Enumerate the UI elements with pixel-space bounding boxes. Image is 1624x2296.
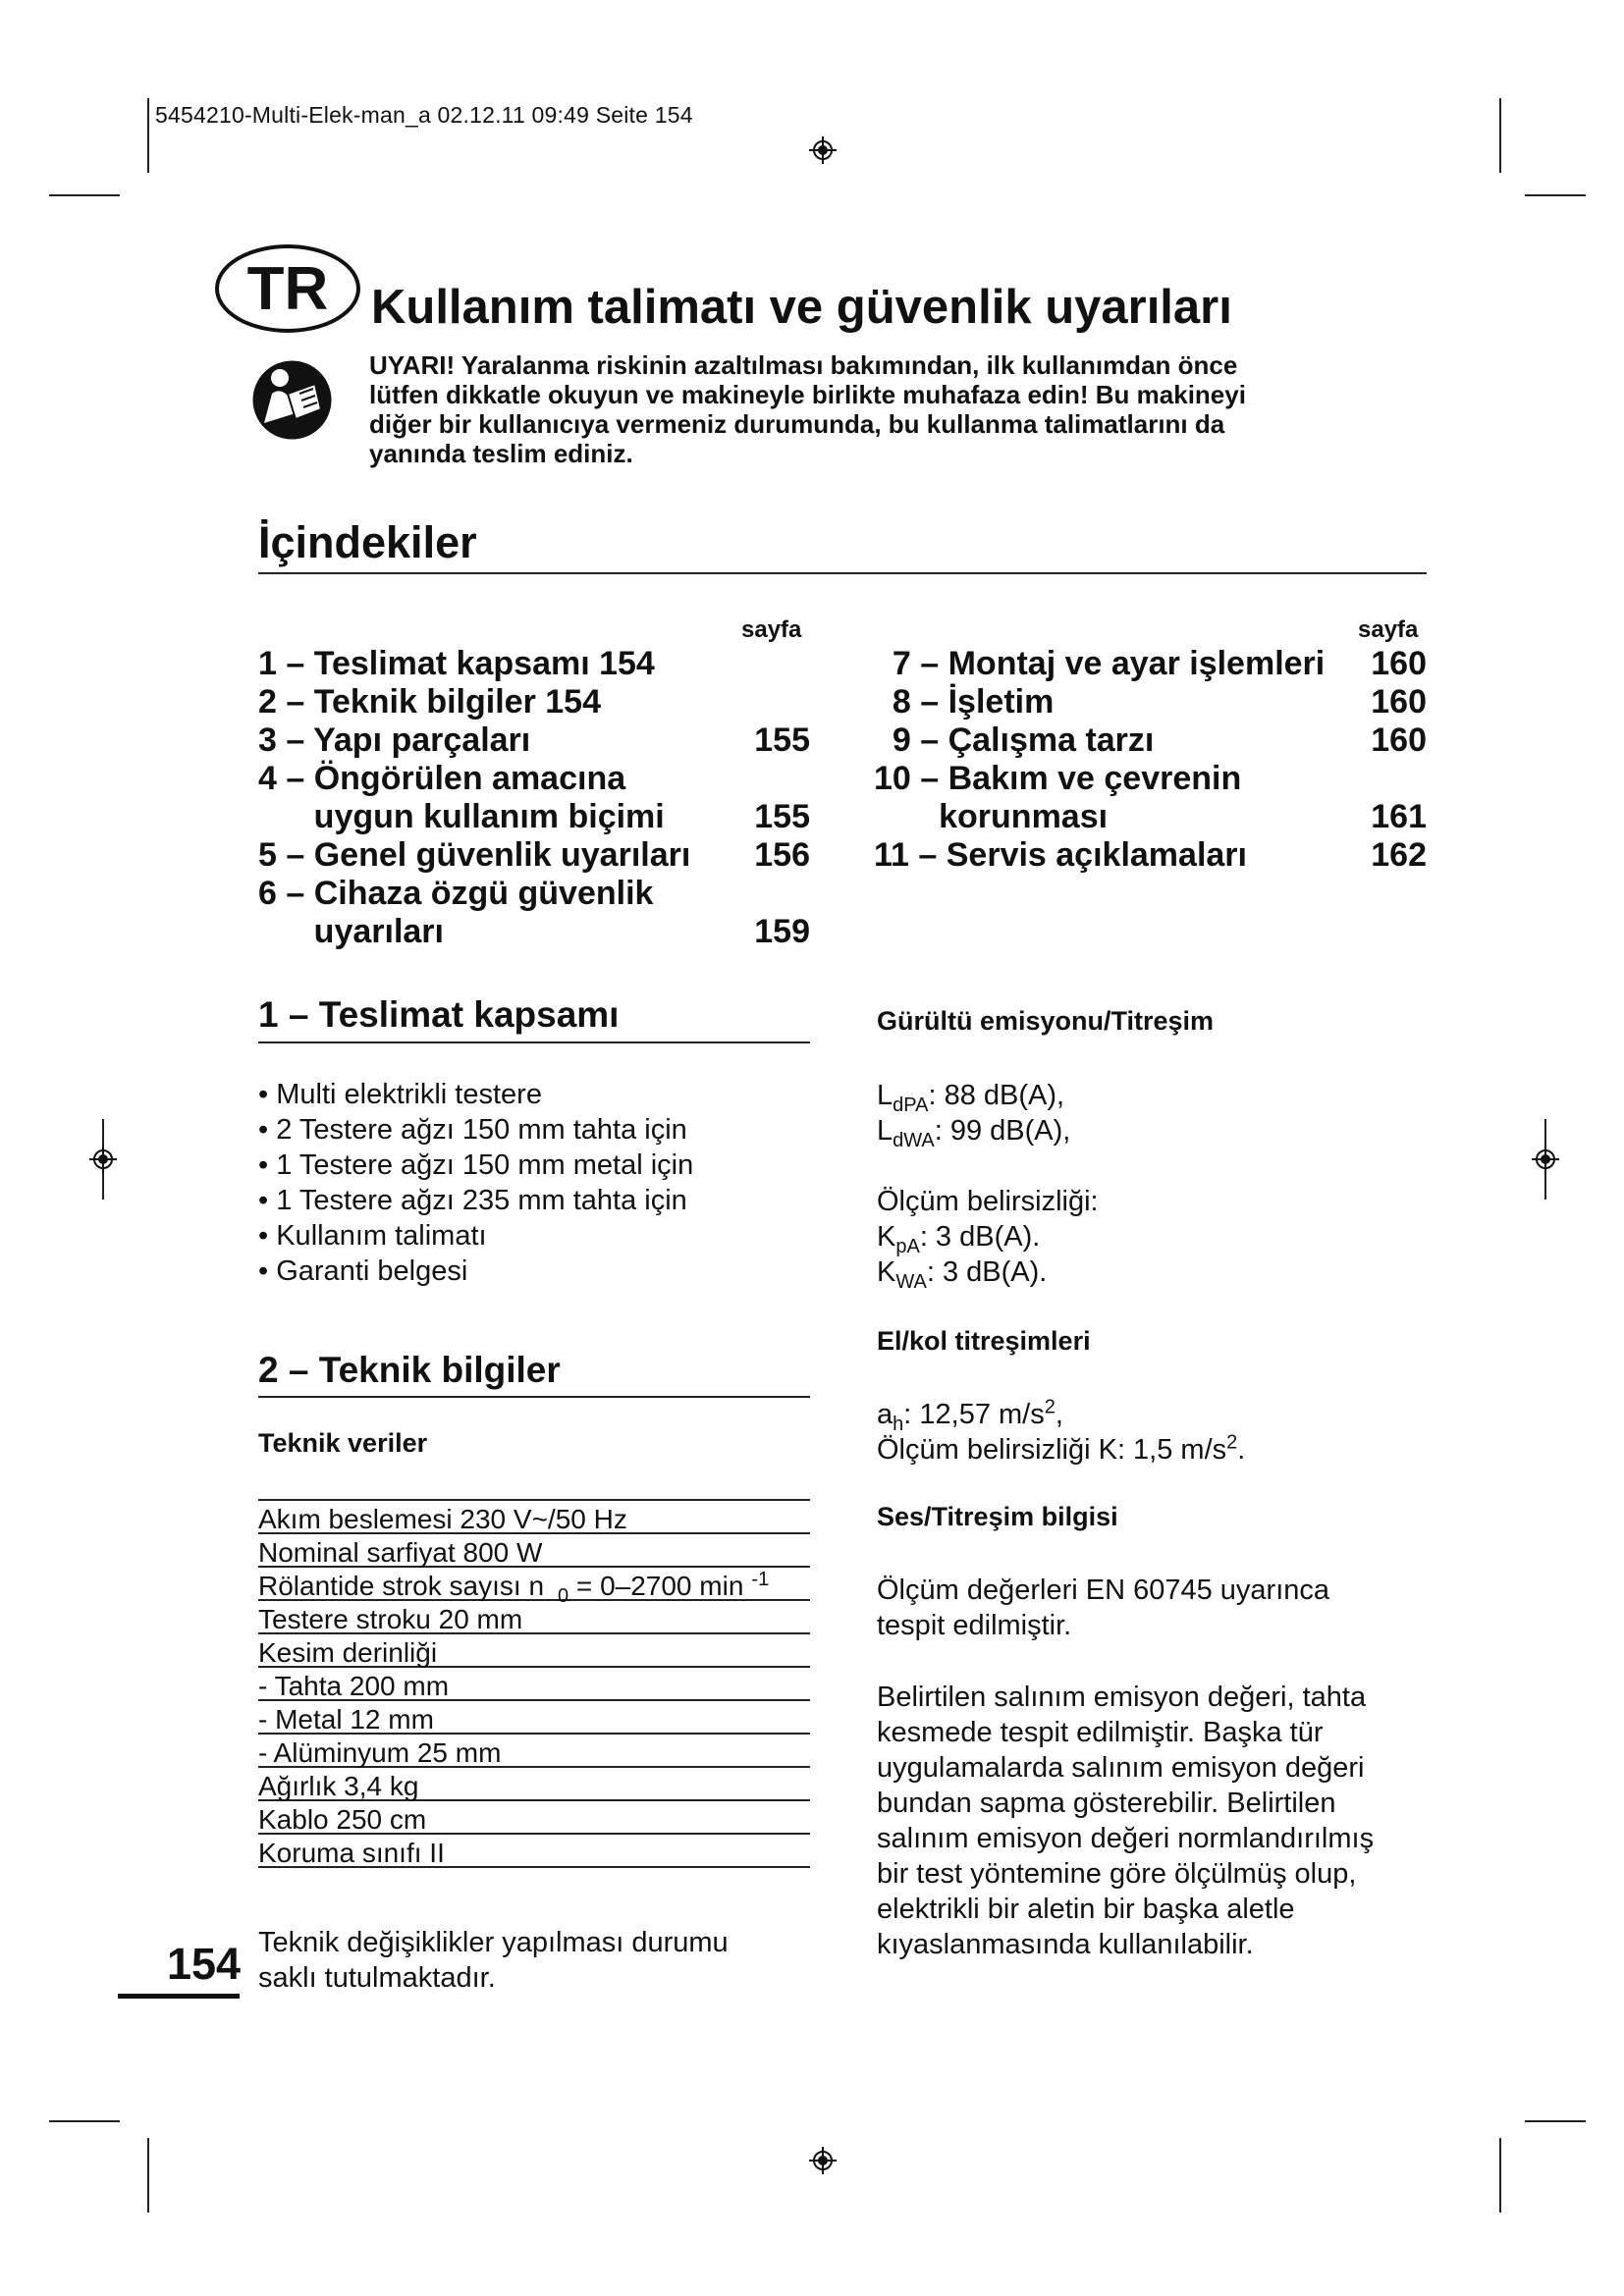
noise-heading: Gürültü emisyonu/Titreşim [877,1006,1215,1036]
tr-badge-icon [214,243,361,334]
table-cell: = 0–2700 min [568,1571,744,1601]
delivery-list [258,1077,693,1289]
crosshair-icon [809,136,837,164]
page-number-rule [118,1994,240,1999]
list-item: • Kullanım talimatı [258,1218,693,1254]
registration-line [1499,98,1501,173]
info-line: elektrikli bir aletin bir başka aletle [877,1894,1295,1925]
section-heading: 2 – Teknik bilgiler [258,1350,561,1390]
toc-entry[interactable]: 8 – İşletim [874,683,1055,721]
info-line: Ölçüm değerleri EN 60745 uyarınca [877,1575,1330,1606]
toc-title: İçindekiler [258,517,477,567]
table-row: Kesim derinliği [258,1632,810,1666]
toc-page-label: sayfa [741,616,802,643]
info-heading: Ses/Titreşim bilgisi [877,1502,1118,1531]
table-row: - Tahta 200 mm [258,1666,810,1699]
page-title: Kullanım talimatı ve güvenlik uyarıları [371,281,1232,334]
toc-entry[interactable]: 11 – Servis açıklamaları [874,836,1247,874]
toc-entry[interactable]: 2 – Teknik bilgiler 154 [258,683,601,721]
toc-page-number: 162 [1371,836,1427,874]
list-item: • Garanti belgesi [258,1254,693,1289]
registration-line [1499,2138,1501,2213]
info-line: kesmede tespit edilmiştir. Başka tür [877,1717,1324,1748]
read-manual-icon [250,358,334,442]
table-row: - Metal 12 mm [258,1699,810,1733]
toc-page-label: sayfa [1358,616,1419,643]
registration-line [147,2138,149,2213]
ldpa-line: $L_{dPA}$: 88 dB(A), [877,1080,1065,1116]
table-row: Kablo 250 cm [258,1799,810,1833]
list-item: • 1 Testere ağzı 150 mm metal için [258,1148,693,1183]
toc-entry[interactable]: uyarıları [258,913,444,950]
toc-entry[interactable]: 5 – Genel güvenlik uyarıları [258,836,691,874]
table-row: Akım beslemesi 230 V~/50 Hz [258,1499,810,1532]
toc-entry[interactable]: 1 – Teslimat kapsamı 154 [258,645,655,682]
toc-entry[interactable]: uygun kullanım biçimi [258,798,665,835]
registration-line [147,98,149,173]
info-paragraph [877,1573,1329,1643]
registration-line [1525,2120,1586,2122]
uncertainty-label: Ölçüm belirsizliği: [877,1186,1099,1217]
print-header: 5454210-Multi-Elek-man_a 02.12.11 09:49 Seite 154 [155,102,693,128]
toc-entry[interactable]: 7 – Montaj ve ayar işlemleri [874,645,1326,682]
noise-values [877,1078,1099,1293]
toc-entry[interactable]: korunması [874,798,1109,835]
warning-line: yanında teslim ediniz. [369,439,633,468]
warning-line: lütfen dikkatle okuyun ve makineyle birlikte muhafaza edin! Bu makineyi [369,380,1246,409]
section-divider [258,1396,810,1398]
toc-entry[interactable]: 9 – Çalışma tarzı [874,721,1155,759]
info-line: kıyaslanmasında kullanılabilir. [877,1929,1254,1960]
table-row [258,1566,810,1607]
ldwa-line: $L_{dWA}$: 99 dB(A), [877,1115,1071,1151]
kpa-line: $K_{pA}$: 3 dB(A). [877,1221,1041,1257]
registration-line [1525,194,1586,196]
info-line: salınım emisyon değeri normlandırılmış [877,1823,1375,1854]
spec-table [258,1499,810,1868]
uncertainty-k-line: Ölçüm belirsizliği K: 1,5 $m/s^2$. [877,1431,1246,1466]
toc-page-number: 160 [1371,721,1427,759]
toc-entry[interactable]: 4 – Öngörülen amacına [258,760,626,797]
toc-page-number: 155 [754,721,810,759]
section-heading: 1 – Teslimat kapsamı [258,994,620,1035]
crosshair-icon [1532,1146,1559,1173]
table-row: - Alüminyum 25 mm [258,1733,810,1766]
vibration-values [877,1397,1245,1468]
page-number: 154 [167,1939,242,1989]
table-row: Nominal sarfiyat 800 W [258,1532,810,1566]
table-row: Koruma sınıfı II [258,1833,810,1866]
list-item: • 2 Testere ağzı 150 mm tahta için [258,1112,693,1148]
info-line: bundan sapma gösterebilir. Belirtilen [877,1788,1336,1819]
crosshair-icon [89,1146,117,1173]
registration-line [49,2120,120,2122]
subscript: 0 [558,1584,569,1607]
superscript: -1 [751,1568,770,1590]
info-line: tespit edilmiştir. [877,1610,1072,1641]
info-line: Belirtilen salınım emisyon değeri, tahta [877,1682,1367,1713]
warning-line: UYARI! Yaralanma riskinin azaltılması bakımından, ilk kullanımdan önce [369,350,1238,380]
toc-page-number: 155 [754,798,810,835]
table-cell: Rölantide strok sayısı n [258,1571,545,1601]
subheading: Teknik veriler [258,1428,428,1458]
toc-entry[interactable]: 6 – Cihaza özgü güvenlik [258,875,654,912]
ah-line: $a_h$: 12,57 $m/s^2$, [877,1396,1063,1435]
table-row: Ağırlık 3,4 kg [258,1766,810,1799]
section-divider [258,1041,810,1043]
note-line: Teknik değişiklikler yapılması durumu [258,1927,729,1958]
registration-line [49,194,120,196]
toc-entry[interactable]: 10 – Bakım ve çevrenin [874,760,1242,797]
warning-line: diğer bir kullanıcıya vermeniz durumunda, bu kullanma talimatlarını da [369,409,1225,439]
toc-page-number: 156 [754,836,810,874]
note-line: saklı tutulmaktadır. [258,1962,496,1994]
technical-note [258,1925,729,1996]
toc-page-number: 160 [1371,683,1427,721]
info-line: bir test yöntemine göre ölçülmüş olup, [877,1858,1357,1890]
info-line: uygulamalarda salınım emisyon değeri [877,1752,1365,1784]
list-item: • Multi elektrikli testere [258,1077,693,1112]
crosshair-icon [809,2147,837,2174]
info-paragraph [877,1680,1374,1962]
toc-page-number: 159 [754,913,810,950]
toc-page-number: 160 [1371,645,1427,682]
toc-divider [258,572,1427,574]
kwa-line: $K_{WA}$: 3 dB(A). [877,1256,1048,1293]
table-row: Testere stroku 20 mm [258,1599,810,1632]
warning-text [369,350,1390,468]
vibration-heading: El/kol titreşimleri [877,1326,1091,1356]
toc-entry[interactable]: 3 – Yapı parçaları [258,721,531,759]
badge-text: TR [246,255,329,323]
list-item: • 1 Testere ağzı 235 mm tahta için [258,1183,693,1218]
toc-page-number: 161 [1371,798,1427,835]
